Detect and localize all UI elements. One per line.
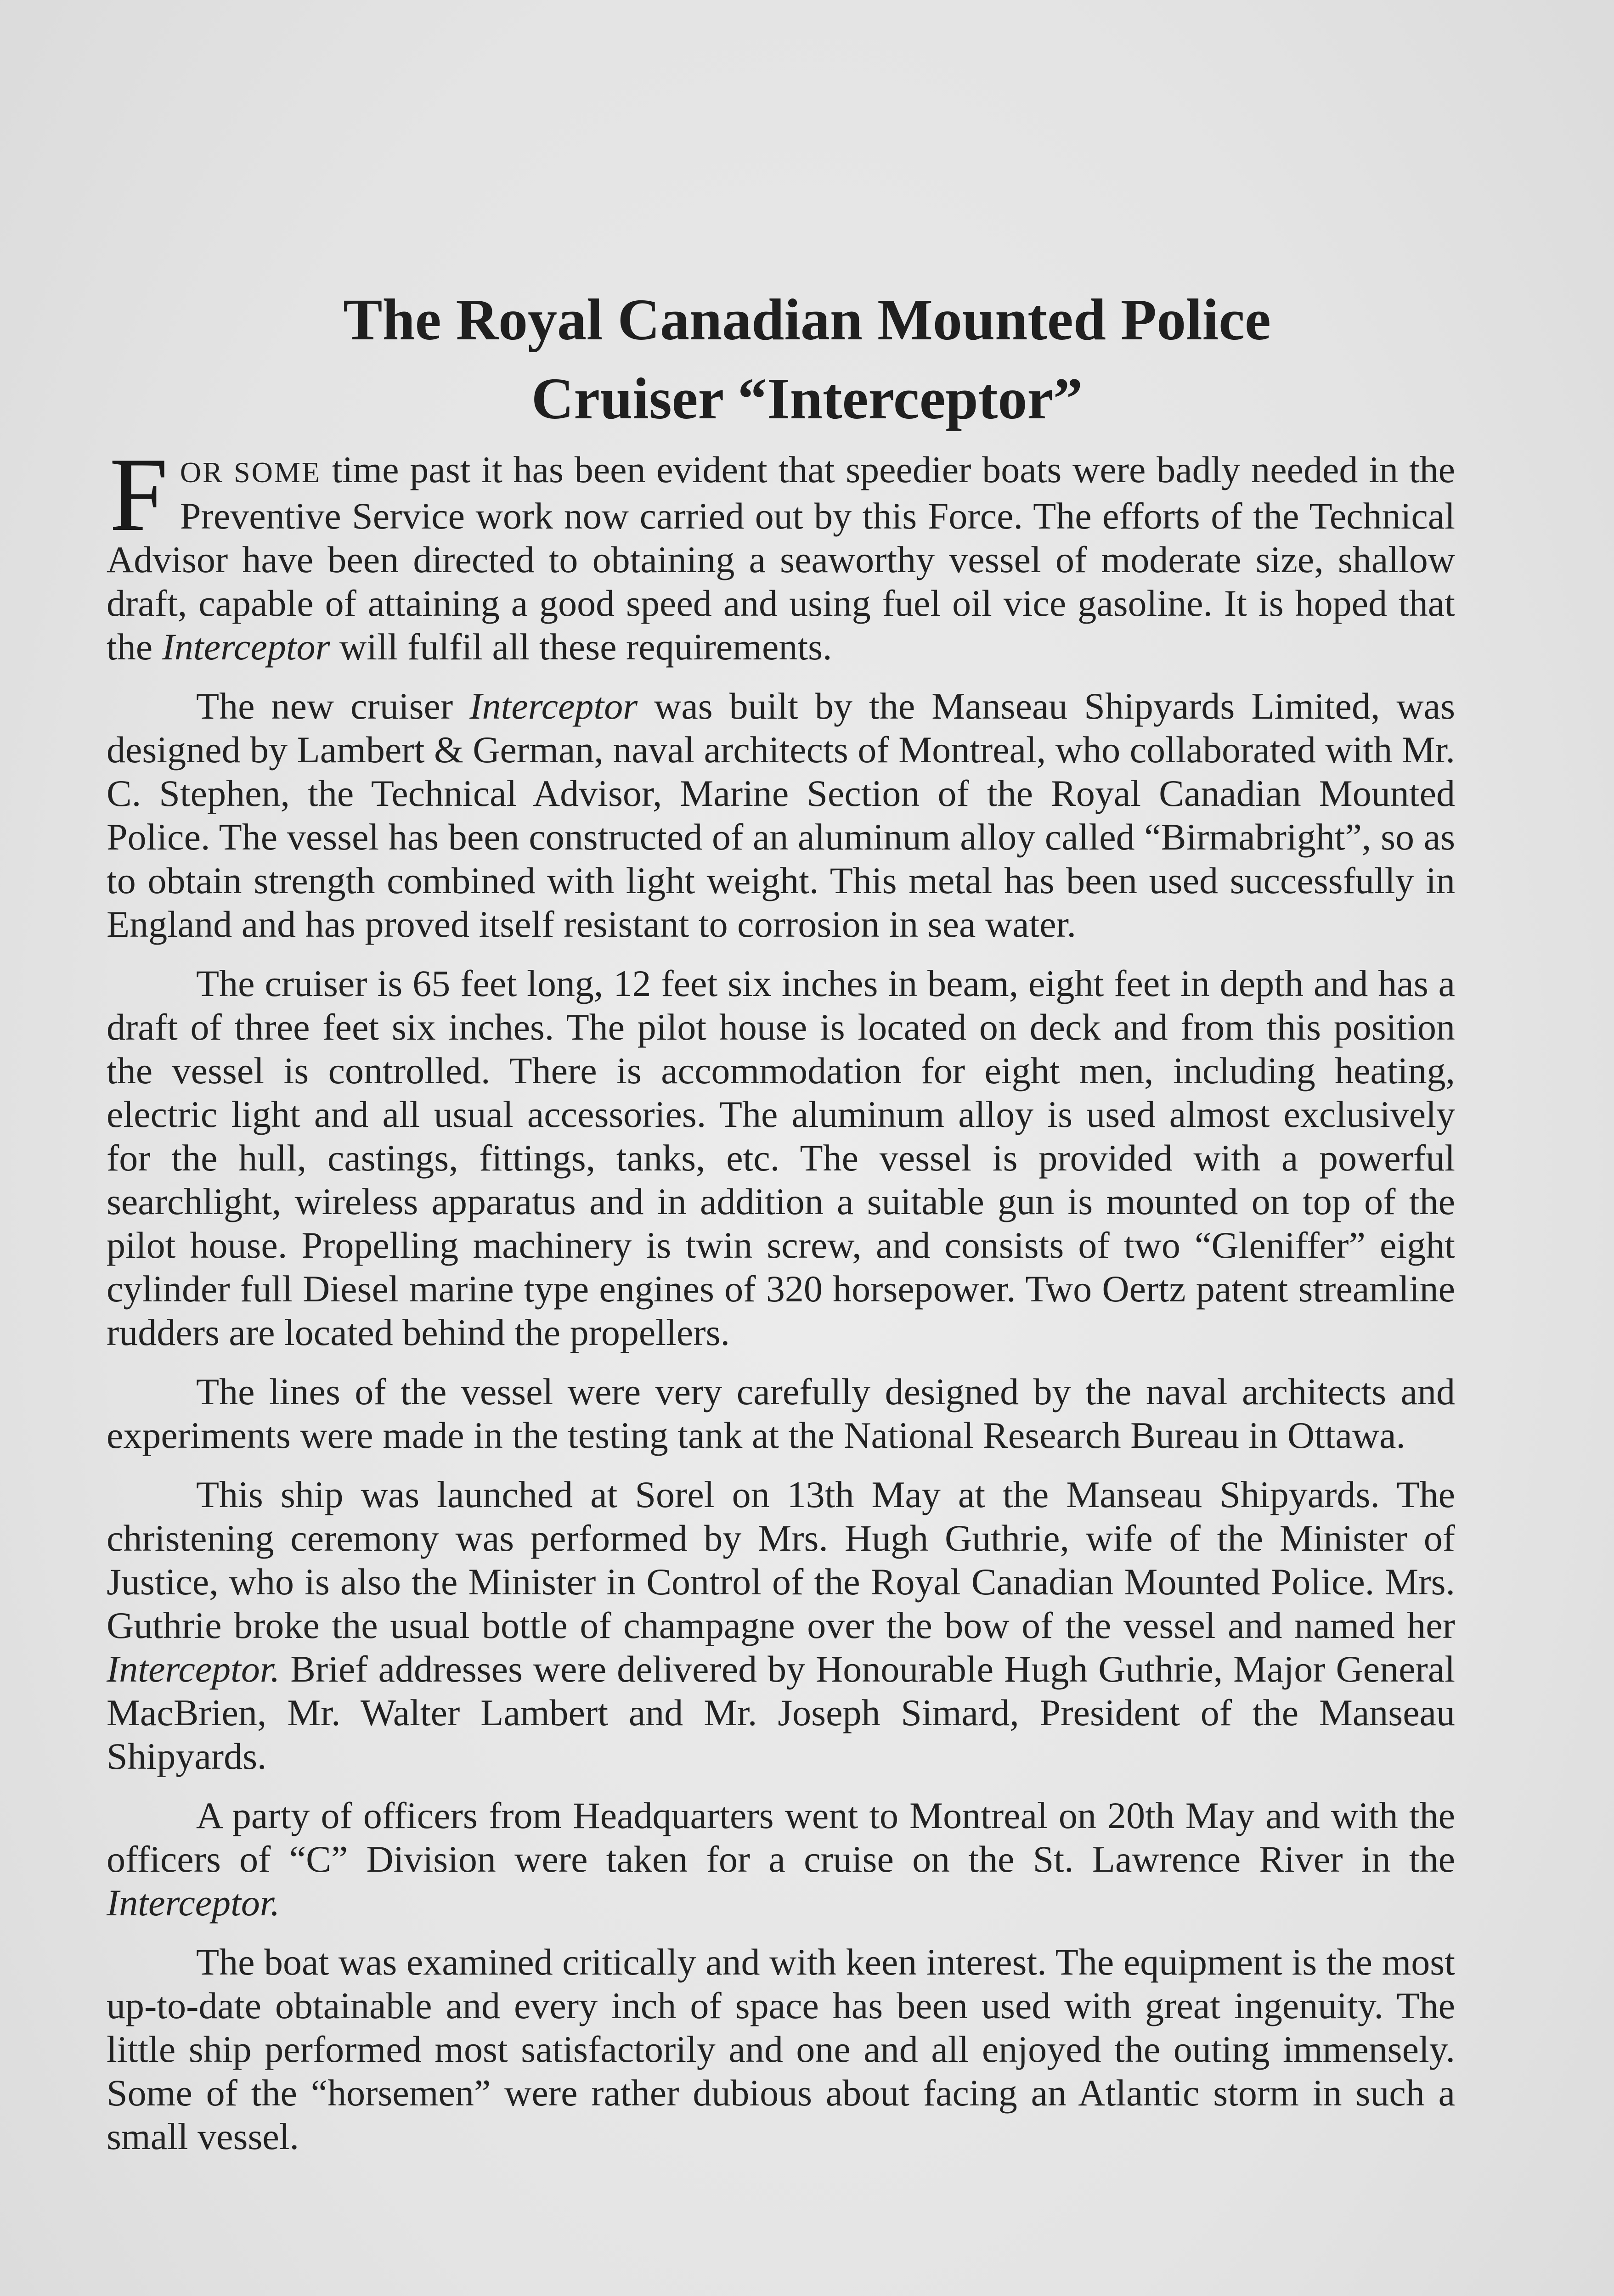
paragraph-1-end: will fulfil all these requirements. [330,626,832,668]
paragraph-1-text: time past it has been evident that speedier boats were badly needed in the Preventive Service work now carried out by this Force. The efforts of the Technical Advisor have been directed to obtaining a seaworthy vessel of moderate size, shallow draft, capable of attaining a good speed and using fuel oil vice gasoline. It is hoped that the [107,449,1455,668]
vessel-name: Interceptor [162,626,330,668]
article-body [107,436,1455,2174]
paragraph-4: The lines of the vessel were very carefully designed by the naval architects and experiments were made in the testing tank at the National Research Bureau in Ottawa. [107,1371,1455,1456]
drop-cap: F [109,436,168,553]
article-title [0,280,1614,438]
paragraph-6 [107,1794,1455,1925]
paragraph-3: The cruiser is 65 feet long, 12 feet six inches in beam, eight feet in depth and has a draft of three feet six inches. The pilot house is located on deck and from this position the vessel is controlled. There is accommodation for eight men, including heating, electric light and all usual accessories. The aluminum alloy is used almost exclusively for the hull, castings, fittings, tanks, etc. The vessel is provided with a powerful searchlight, wireless apparatus and in addition a suitable gun is mounted on top of the pilot house. Propelling machinery is twin screw, and consists of two “Gleniffer” eight cylinder full Diesel marine type engines of 320 horsepower. Two Oertz patent streamline rudders are located behind the propellers. [107,962,1455,1353]
paragraph-5-text: This ship was launched at Sorel on 13th May at the Manseau Shipyards. The christening ceremony was performed by Mrs. Hugh Guthrie, wife of the Minister of Justice, who is also the Minister in Control of the Royal Canadian Mounted Police. Mrs. Guthrie broke the usual bottle of champagne over the bow of the vessel and named her [107,1474,1455,1646]
paragraph-2-text: was built by the Manseau Shipyards Limited, was designed by Lambert & German, naval architects of Montreal, who collaborated with Mr. C. Stephen, the Technical Advisor, Marine Section of the Royal Canadian Mounted Police. The vessel has been constructed of an aluminum alloy called “Birmabright”, so as to obtain strength combined with light weight. This metal has been used successfully in England and has proved itself resistant to corrosion in sea water. [107,685,1455,945]
vessel-name: Interceptor. [107,1648,280,1690]
title-line-2: Cruiser “Interceptor” [531,366,1083,431]
paragraph-1 [107,436,1455,669]
paragraph-2-start: The new cruiser [196,685,470,727]
vessel-name: Interceptor [469,685,638,727]
small-caps-lead: OR SOME [180,456,321,489]
paragraph-7: The boat was examined critically and with keen interest. The equipment is the most up-to-date obtainable and every inch of space has been used with great ingenuity. The little ship performed most satisfactorily and one and all enjoyed the outing immensely. Some of the “horsemen” were rather dubious about facing an Atlantic storm in such a small vessel. [107,1941,1455,2157]
vessel-name: Interceptor. [107,1882,280,1924]
paragraph-5-end: Brief addresses were delivered by Honourable Hugh Guthrie, Major General MacBrien, Mr. Walter Lambert and Mr. Joseph Simard, President of the Manseau Shipyards. [107,1648,1455,1777]
paragraph-5 [107,1473,1455,1778]
paragraph-6-text: A party of officers from Headquarters went to Montreal on 20th May and with the officers of “C” Division were taken for a cruise on the St. Lawrence River in the [107,1795,1455,1880]
title-line-1: The Royal Canadian Mounted Police [343,287,1271,352]
paragraph-2 [107,684,1455,946]
